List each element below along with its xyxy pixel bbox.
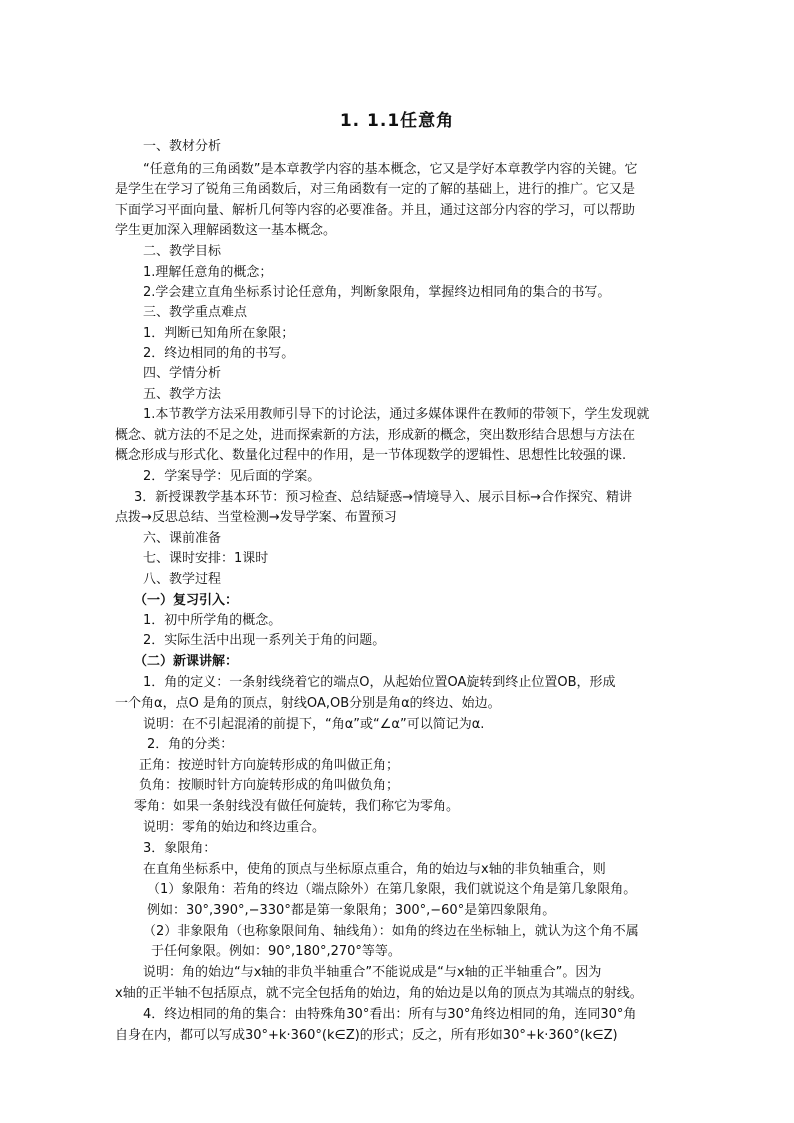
list-item: 1．判断已知角所在象限；: [143, 326, 295, 341]
list-item: 1.理解任意角的概念；: [143, 265, 273, 280]
list-item: 2．终边相同的角的书写。: [143, 346, 295, 361]
paragraph-line: （2）非象限角（也称象限间角、轴线角）：如角的终边在坐标轴上，就认为这个角不属: [143, 924, 639, 939]
note-line: 说明：角的始边“与x轴的非负半轴重合”不能说成是“与x轴的正半轴重合”。因为: [143, 965, 602, 980]
list-item: 2．实际生活中出现一系列关于角的问题。: [143, 633, 386, 648]
list-item: 2．学案导学：见后面的学案。: [143, 469, 321, 484]
section-heading: 四、学情分析: [143, 366, 222, 381]
section-heading: 五、教学方法: [143, 387, 222, 402]
example-line: 例如：30°,390°,−330°都是第一象限角；300°,−60°是第四象限角。: [147, 903, 556, 918]
paragraph-line: 在直角坐标系中，使角的顶点与坐标原点重合，角的始边与x轴的非负轴重合，则: [143, 862, 606, 877]
paragraph-line: 一个角α，点O 是角的顶点，射线OA,OB分别是角α的终边、始边。: [115, 696, 501, 711]
section-heading: 七、课时安排：1课时: [143, 551, 269, 566]
list-item: 2.学会建立直角坐标系讨论任意角，判断象限角，掌握终边相同角的集合的书写。: [143, 285, 611, 300]
definition-line: 正角：按逆时针方向旋转形成的角叫做正角；: [139, 758, 400, 773]
section-heading: 三、教学重点难点: [143, 305, 248, 320]
section-heading: 六、课前准备: [143, 531, 222, 546]
section-heading: 八、教学过程: [143, 572, 222, 587]
paragraph-line: 是学生在学习了锐角三角函数后，对三角函数有一定的了解的基础上，进行的推广。它又是: [115, 182, 636, 197]
paragraph-line: x轴的正半轴不包括原点，就不完全包括角的始边，角的始边是以角的顶点为其端点的射线。: [115, 986, 643, 1001]
page-title: 1. 1.1任意角: [339, 111, 455, 131]
list-item: 3．新授课教学基本环节：预习检查、总结疑惑→情境导入、展示目标→合作探究、精讲: [134, 490, 633, 505]
list-item: 2．角的分类：: [147, 737, 234, 752]
section-heading: 二、教学目标: [143, 244, 222, 259]
note-line: 说明：零角的始边和终边重合。: [143, 820, 326, 835]
paragraph-line: 概念、就方法的不足之处，进而探索新的方法，形成新的概念，突出数形结合思想与方法在: [115, 428, 636, 443]
paragraph-line: 4．终边相同的角的集合：由特殊角30°看出：所有与30°角终边相同的角，连同30°角: [143, 1007, 637, 1022]
section-heading: 一、教材分析: [143, 139, 222, 154]
paragraph-line: （1）象限角：若角的终边（端点除外）在第几象限，我们就说这个角是第几象限角。: [147, 882, 637, 897]
paragraph-line: “任意角的三角函数”是本章教学内容的基本概念，它又是学好本章教学内容的关键。它: [143, 162, 638, 177]
note-line: 说明：在不引起混淆的前提下，“角α”或“∠α”可以简记为α.: [143, 717, 485, 732]
paragraph-line: 下面学习平面向量、解析几何等内容的必要准备。并且，通过这部分内容的学习，可以帮助: [115, 203, 636, 218]
subsection-heading: （一）复习引入：: [134, 593, 239, 608]
list-item: 3．象限角：: [143, 841, 217, 856]
paragraph-line: 学生更加深入理解函数这一基本概念。: [115, 223, 337, 238]
paragraph-line: 自身在内，都可以写成30°+k·360°(k∈Z)的形式；反之，所有形如30°+k·360°(k∈Z): [115, 1028, 618, 1043]
paragraph-line: 点拨→反思总结、当堂检测→发导学案、布置预习: [115, 510, 397, 525]
list-item: 1．初中所学角的概念。: [143, 613, 282, 628]
paragraph-line: 于任何象限。例如：90°,180°,270°等等。: [151, 944, 401, 959]
paragraph-line: 概念形成与形式化、数量化过程中的作用，是一节体现数学的逻辑性、思想性比较强的课.: [115, 448, 627, 463]
definition-line: 零角：如果一条射线没有做任何旋转，我们称它为零角。: [134, 799, 460, 814]
paragraph-line: 1.本节教学方法采用教师引导下的讨论法，通过多媒体课件在教师的带领下，学生发现就: [143, 407, 650, 422]
definition-line: 负角：按顺时针方向旋转形成的角叫做负角；: [139, 778, 400, 793]
subsection-heading: （二）新课讲解：: [134, 654, 239, 669]
paragraph-line: 1．角的定义：一条射线绕着它的端点O，从起始位置OA旋转到终止位置OB，形成: [143, 675, 616, 690]
